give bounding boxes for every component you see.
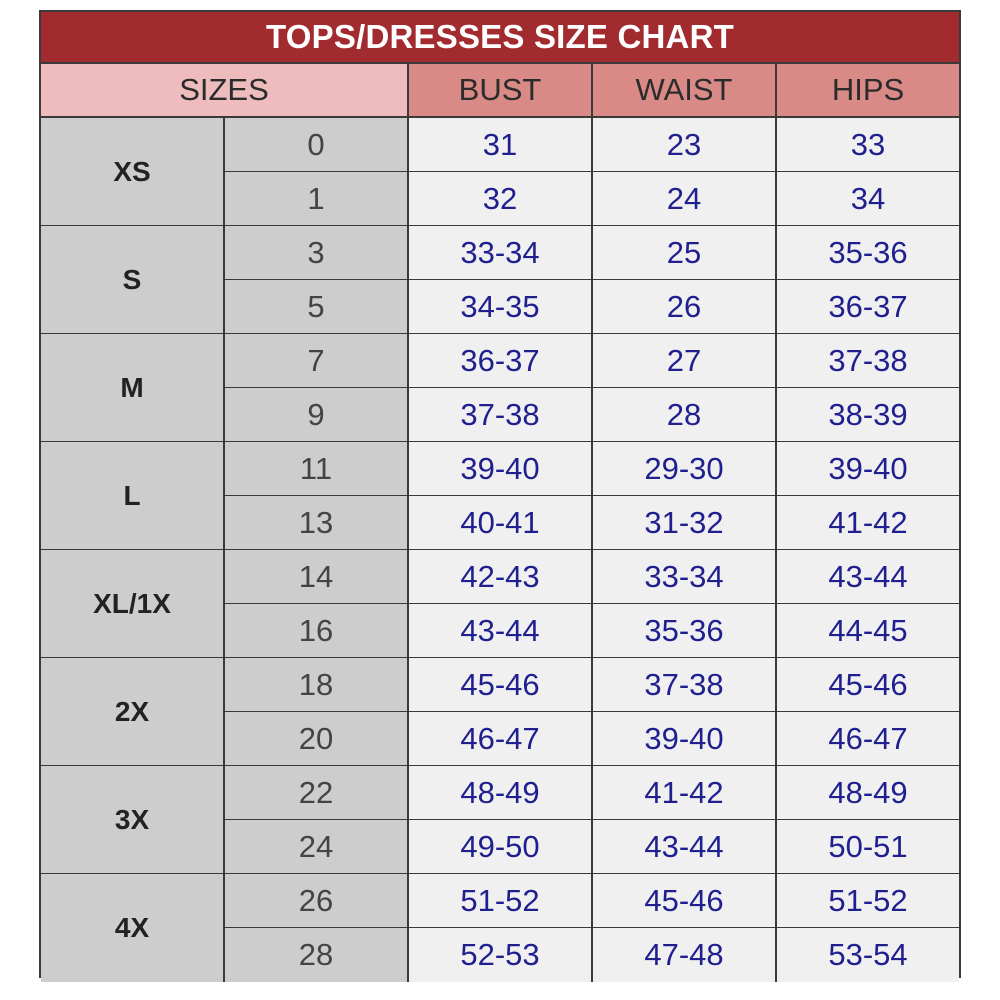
value-cell-waist: 31-32 (593, 496, 777, 550)
value-cell-hips: 39-40 (777, 442, 959, 496)
size-number: 18 (225, 658, 409, 712)
value-cell-waist: 47-48 (593, 928, 777, 982)
value-cell-waist: 23 (593, 118, 777, 172)
table-row (225, 550, 959, 604)
value-cell-hips: 50-51 (777, 820, 959, 874)
table-row (225, 604, 959, 658)
value-cell-hips: 45-46 (777, 658, 959, 712)
size-group-label: 3X (41, 766, 225, 874)
table-row (225, 712, 959, 766)
value-cell-bust: 32 (409, 172, 593, 226)
value-cell-bust: 37-38 (409, 388, 593, 442)
value-cell-bust: 40-41 (409, 496, 593, 550)
sizes-header: SIZES (41, 64, 409, 118)
size-number: 1 (225, 172, 409, 226)
chart-title: TOPS/DRESSES SIZE CHART (41, 12, 959, 64)
size-group-xs (41, 118, 959, 226)
value-cell-waist: 33-34 (593, 550, 777, 604)
size-group-l (41, 442, 959, 550)
value-cell-bust: 48-49 (409, 766, 593, 820)
size-group-label: L (41, 442, 225, 550)
table-row (225, 226, 959, 280)
value-cell-bust: 45-46 (409, 658, 593, 712)
size-number: 26 (225, 874, 409, 928)
size-group-s (41, 226, 959, 334)
size-number: 14 (225, 550, 409, 604)
value-cell-waist: 24 (593, 172, 777, 226)
table-row (225, 658, 959, 712)
size-group-label: 2X (41, 658, 225, 766)
size-group-m (41, 334, 959, 442)
table-row (225, 280, 959, 334)
size-number: 24 (225, 820, 409, 874)
table-row (225, 118, 959, 172)
value-cell-hips: 44-45 (777, 604, 959, 658)
table-row (225, 820, 959, 874)
size-group-xl1x (41, 550, 959, 658)
size-number: 3 (225, 226, 409, 280)
value-cell-bust: 36-37 (409, 334, 593, 388)
size-number: 11 (225, 442, 409, 496)
column-header-bust: BUST (409, 64, 593, 118)
table-row (225, 928, 959, 982)
value-cell-hips: 46-47 (777, 712, 959, 766)
value-cell-waist: 26 (593, 280, 777, 334)
value-cell-hips: 34 (777, 172, 959, 226)
size-number: 20 (225, 712, 409, 766)
size-number: 28 (225, 928, 409, 982)
size-group-2x (41, 658, 959, 766)
size-group-label: XL/1X (41, 550, 225, 658)
value-cell-hips: 41-42 (777, 496, 959, 550)
value-cell-waist: 35-36 (593, 604, 777, 658)
value-cell-bust: 52-53 (409, 928, 593, 982)
value-cell-waist: 29-30 (593, 442, 777, 496)
value-cell-hips: 53-54 (777, 928, 959, 982)
table-row (225, 442, 959, 496)
size-group-label: M (41, 334, 225, 442)
value-cell-hips: 36-37 (777, 280, 959, 334)
size-group-3x (41, 766, 959, 874)
value-cell-bust: 34-35 (409, 280, 593, 334)
table-row (225, 874, 959, 928)
value-cell-waist: 25 (593, 226, 777, 280)
column-header-waist: WAIST (593, 64, 777, 118)
value-cell-bust: 49-50 (409, 820, 593, 874)
value-cell-hips: 33 (777, 118, 959, 172)
table-row (225, 172, 959, 226)
value-cell-bust: 39-40 (409, 442, 593, 496)
size-chart-table (39, 10, 961, 978)
table-row (225, 496, 959, 550)
size-group-label: 4X (41, 874, 225, 982)
size-group-4x (41, 874, 959, 982)
table-row (225, 334, 959, 388)
value-cell-bust: 31 (409, 118, 593, 172)
table-row (225, 388, 959, 442)
column-header-hips: HIPS (777, 64, 959, 118)
value-cell-bust: 43-44 (409, 604, 593, 658)
value-cell-hips: 48-49 (777, 766, 959, 820)
size-group-label: S (41, 226, 225, 334)
value-cell-waist: 37-38 (593, 658, 777, 712)
value-cell-hips: 35-36 (777, 226, 959, 280)
size-number: 16 (225, 604, 409, 658)
value-cell-bust: 51-52 (409, 874, 593, 928)
value-cell-bust: 33-34 (409, 226, 593, 280)
value-cell-waist: 39-40 (593, 712, 777, 766)
value-cell-hips: 38-39 (777, 388, 959, 442)
value-cell-bust: 46-47 (409, 712, 593, 766)
size-number: 7 (225, 334, 409, 388)
value-cell-bust: 42-43 (409, 550, 593, 604)
value-cell-waist: 41-42 (593, 766, 777, 820)
table-row (225, 766, 959, 820)
value-cell-waist: 45-46 (593, 874, 777, 928)
size-number: 9 (225, 388, 409, 442)
value-cell-waist: 28 (593, 388, 777, 442)
value-cell-hips: 37-38 (777, 334, 959, 388)
size-group-label: XS (41, 118, 225, 226)
value-cell-waist: 27 (593, 334, 777, 388)
value-cell-hips: 51-52 (777, 874, 959, 928)
size-number: 0 (225, 118, 409, 172)
value-cell-hips: 43-44 (777, 550, 959, 604)
value-cell-waist: 43-44 (593, 820, 777, 874)
size-number: 5 (225, 280, 409, 334)
size-number: 13 (225, 496, 409, 550)
size-number: 22 (225, 766, 409, 820)
